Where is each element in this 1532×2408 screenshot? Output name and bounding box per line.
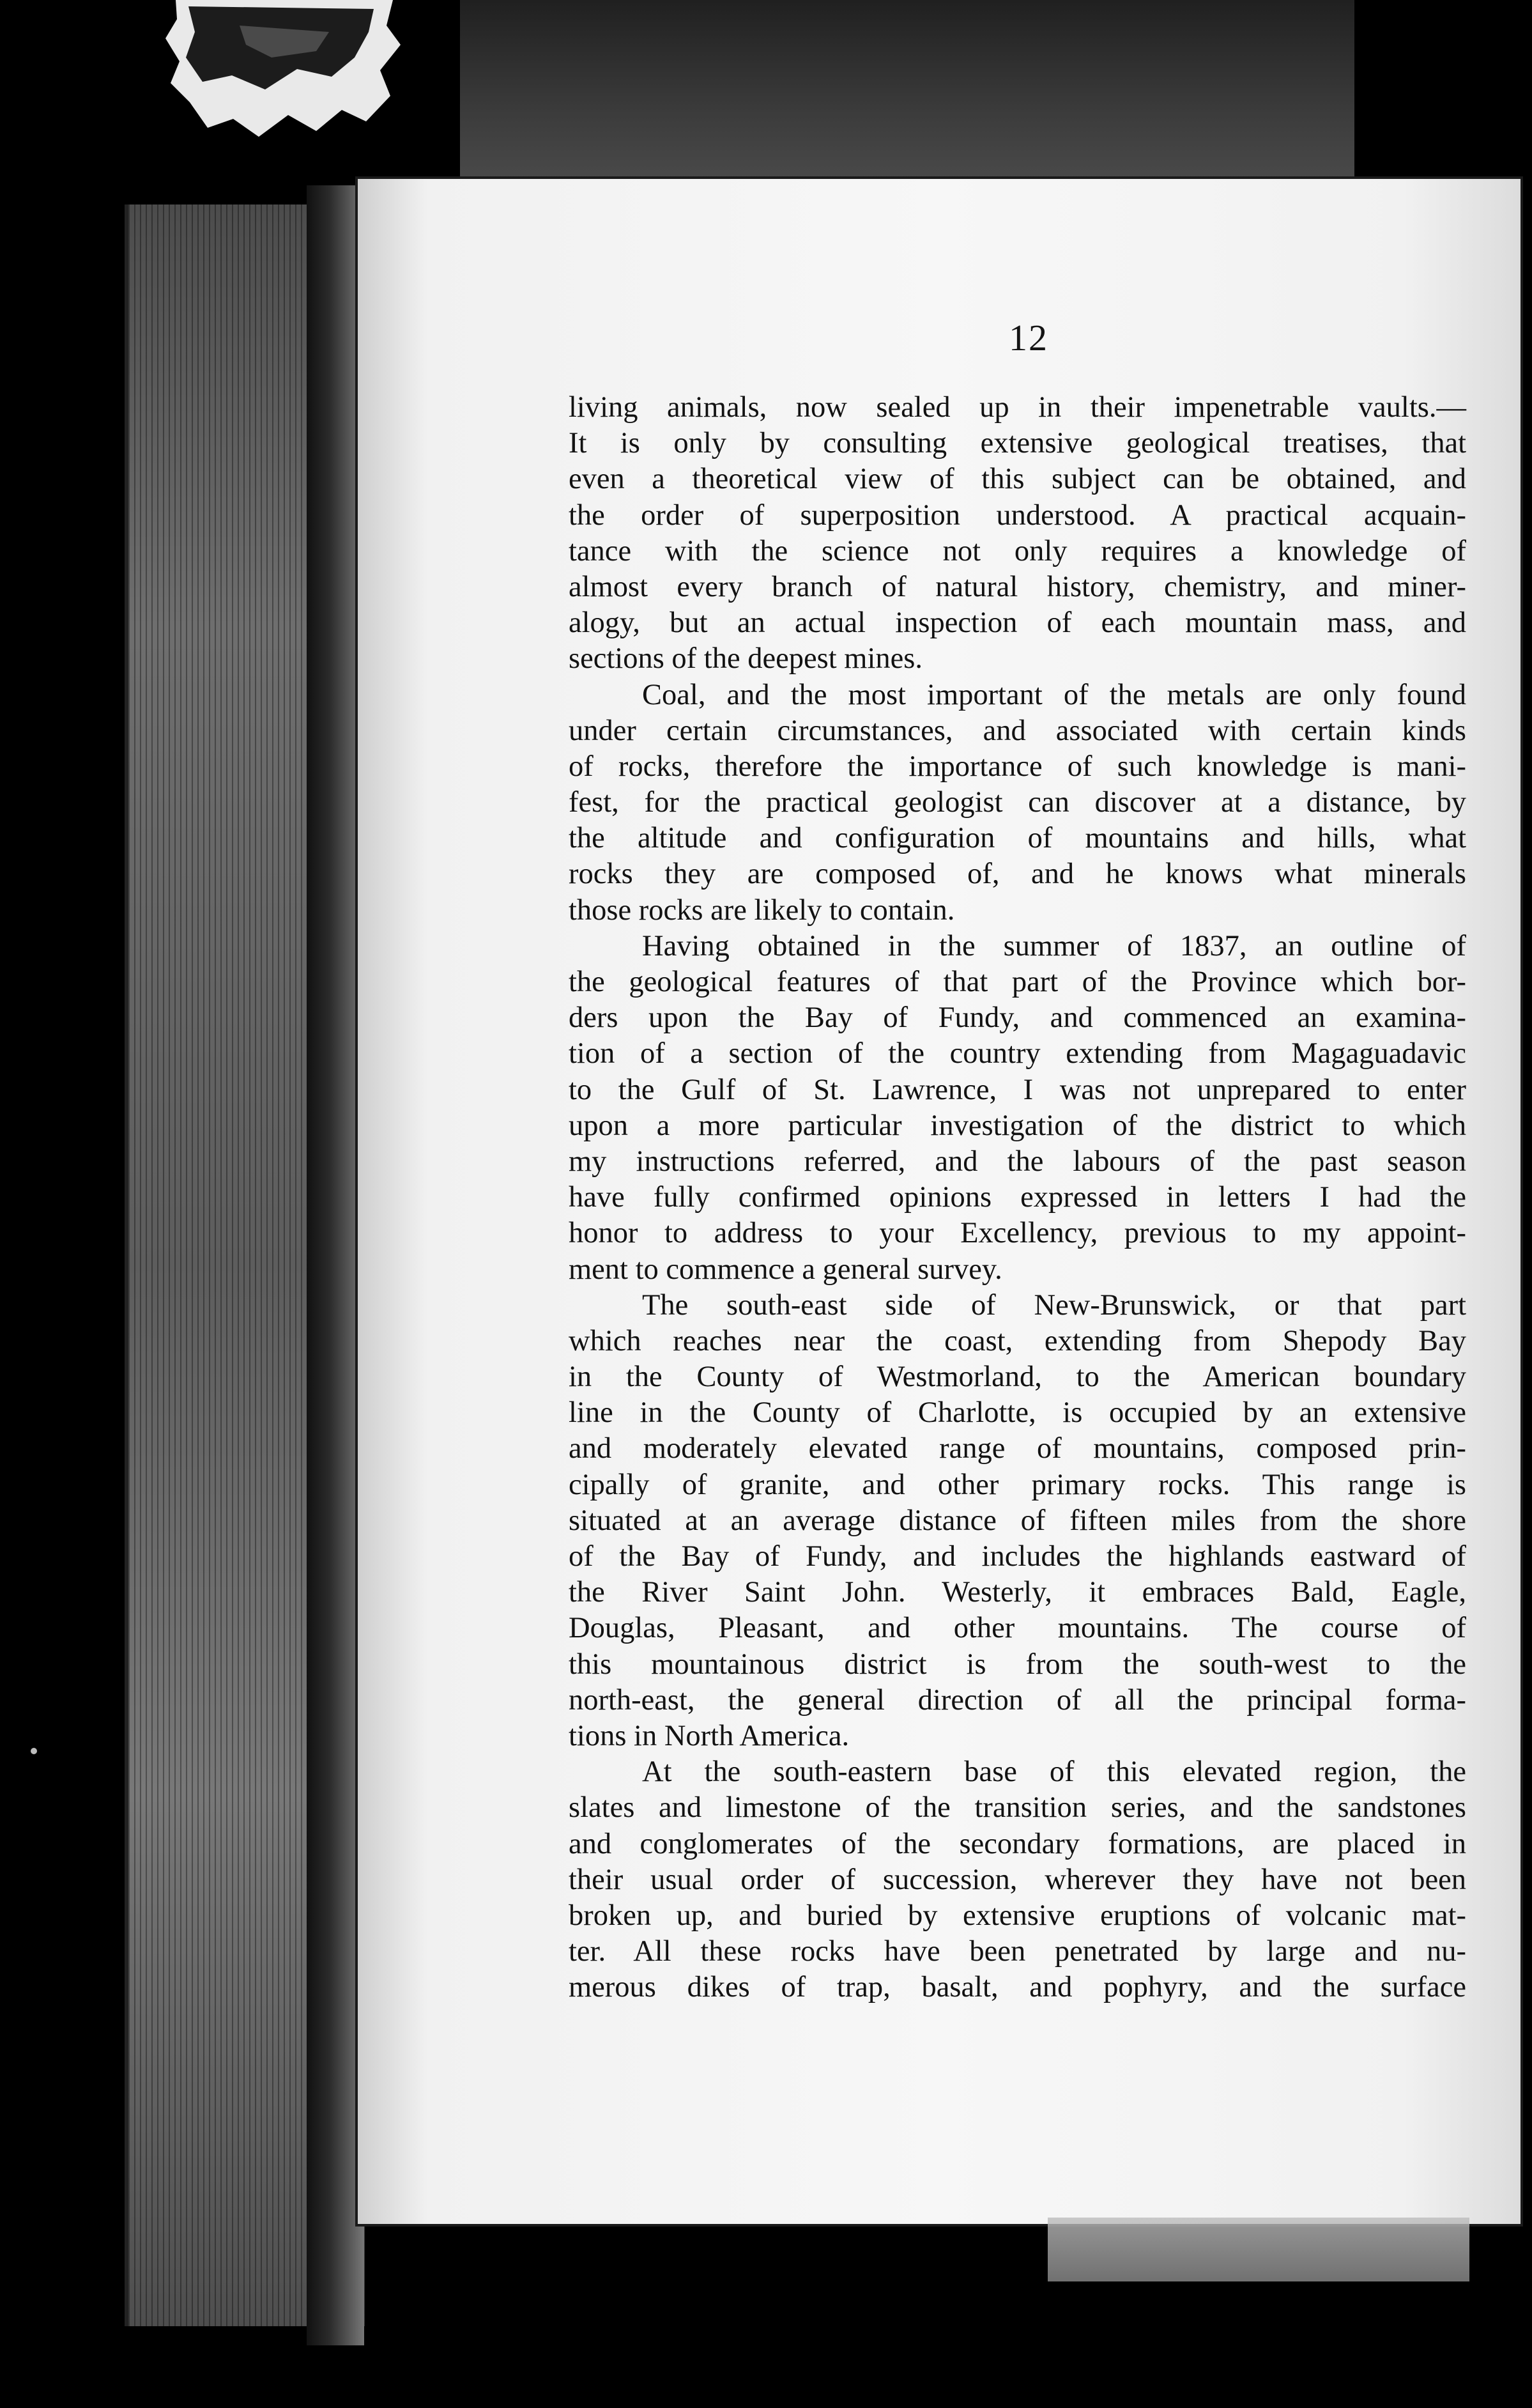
text-line: Coal, and the most important of the metals are only found (642, 678, 1466, 711)
paragraph (569, 390, 1466, 677)
text-line: merous dikes of trap, basalt, and pophyry, and the surface (569, 1971, 1466, 2004)
text-line: this mountainous district is from the south-west to the (569, 1648, 1466, 1681)
text-line: ter. All these rocks have been penetrated by large and nu- (569, 1935, 1466, 1968)
text-line: cipally of granite, and other primary rocks. This range is (569, 1468, 1466, 1501)
text-line: and conglomerates of the secondary formations, are placed in (569, 1827, 1466, 1860)
paragraph (569, 929, 1466, 1288)
text-line: ment to commence a general survey. (569, 1253, 1002, 1286)
gutter-shadow (307, 185, 364, 2345)
text-line: even a theoretical view of this subject can be obtained, and (569, 463, 1466, 496)
text-line: and moderately elevated range of mountains, composed prin- (569, 1432, 1466, 1465)
text-line: my instructions referred, and the labours of the past season (569, 1145, 1466, 1178)
text-line: those rocks are likely to contain. (569, 893, 955, 927)
text-line: slates and limestone of the transition series, and the sandstones (569, 1791, 1466, 1825)
text-line: line in the County of Charlotte, is occupied by an extensive (569, 1396, 1466, 1430)
back-sheet-shadow (460, 0, 1354, 192)
text-line: living animals, now sealed up in their impenetrable vaults.— (569, 391, 1466, 424)
text-line: tion of a section of the country extending from Magaguadavic (569, 1037, 1466, 1070)
paragraph (569, 1754, 1466, 2005)
text-line: tions in North America. (569, 1719, 850, 1752)
text-line: the order of superposition understood. A practical acquain- (569, 498, 1466, 532)
paragraph (569, 1288, 1466, 1754)
text-line: the River Saint John. Westerly, it embraces Bald, Eagle, (569, 1576, 1466, 1609)
scan-speck (31, 1748, 37, 1754)
text-line: have fully confirmed opinions expressed in letters I had the (569, 1181, 1466, 1214)
text-line: which reaches near the coast, extending from Shepody Bay (569, 1324, 1466, 1357)
text-line: Douglas, Pleasant, and other mountains. The course of (569, 1612, 1466, 1645)
text-line: in the County of Westmorland, to the American boundary (569, 1361, 1466, 1394)
text-line: upon a more particular investigation of the district to which (569, 1109, 1466, 1142)
text-line: to the Gulf of St. Lawrence, I was not unprepared to enter (569, 1073, 1466, 1106)
text-line: their usual order of succession, wherever they have not been (569, 1863, 1466, 1896)
text-line: the altitude and configuration of mountains and hills, what (569, 822, 1466, 855)
text-line: of rocks, therefore the importance of such knowledge is mani- (569, 750, 1466, 783)
text-line: tance with the science not only requires a knowledge of (569, 534, 1466, 567)
page-number: 12 (1009, 317, 1048, 359)
text-line: situated at an average distance of fifteen miles from the shore (569, 1504, 1466, 1537)
body-text (569, 390, 1466, 2005)
torn-paper-fragment (163, 0, 406, 147)
text-line: At the south-eastern base of this elevated region, the (642, 1756, 1466, 1789)
text-line: under certain circumstances, and associated with certain kinds (569, 714, 1466, 747)
text-line: ders upon the Bay of Fundy, and commenced an examina- (569, 1001, 1466, 1035)
text-line: of the Bay of Fundy, and includes the highlands eastward of (569, 1540, 1466, 1573)
text-line: fest, for the practical geologist can discover at a distance, by (569, 786, 1466, 819)
text-line: sections of the deepest mines. (569, 642, 923, 675)
text-line: honor to address to your Excellency, previous to my appoint- (569, 1217, 1466, 1250)
text-line: the geological features of that part of the Province which bor- (569, 966, 1466, 998)
text-line: almost every branch of natural history, chemistry, and miner- (569, 570, 1466, 603)
text-line: north-east, the general direction of all the principal forma- (569, 1683, 1466, 1717)
paragraph (569, 677, 1466, 929)
text-line: alogy, but an actual inspection of each mountain mass, and (569, 606, 1466, 640)
page-bottom-edge (1048, 2218, 1469, 2281)
text-line: The south-east side of New-Brunswick, or that part (642, 1288, 1466, 1322)
text-line: rocks they are composed of, and he knows what minerals (569, 858, 1466, 891)
text-line: broken up, and buried by extensive eruptions of volcanic mat- (569, 1899, 1466, 1932)
text-line: Having obtained in the summer of 1837, an outline of (642, 929, 1466, 962)
text-line: It is only by consulting extensive geological treatises, that (569, 427, 1466, 460)
